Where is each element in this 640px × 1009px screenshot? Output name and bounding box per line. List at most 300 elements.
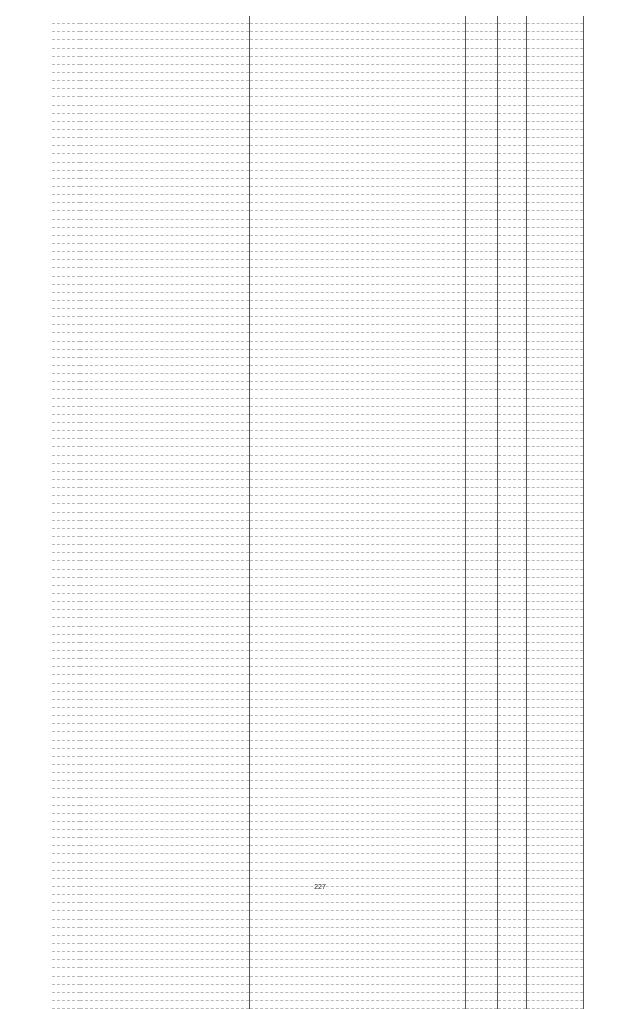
work-type-cell bbox=[250, 691, 466, 699]
table-row bbox=[52, 496, 584, 504]
year-built-cell bbox=[466, 382, 497, 390]
year-built-cell bbox=[466, 870, 497, 878]
planned-period-cell bbox=[526, 252, 583, 260]
page-number: 227 bbox=[314, 884, 326, 891]
work-type-cell bbox=[250, 870, 466, 878]
address-cell bbox=[80, 341, 249, 349]
last-overhaul-cell bbox=[497, 903, 526, 911]
last-overhaul-cell bbox=[497, 764, 526, 772]
year-built-cell bbox=[466, 488, 497, 496]
row-number-cell bbox=[52, 626, 80, 634]
table-row bbox=[52, 81, 584, 89]
planned-period-cell bbox=[526, 300, 583, 308]
work-type-cell bbox=[250, 634, 466, 642]
row-number-cell bbox=[52, 366, 80, 374]
address-cell bbox=[80, 634, 249, 642]
planned-period-cell bbox=[526, 178, 583, 186]
address-cell bbox=[80, 138, 249, 146]
work-type-cell bbox=[250, 72, 466, 80]
row-number-cell bbox=[52, 1001, 80, 1009]
planned-period-cell bbox=[526, 186, 583, 194]
planned-period-cell bbox=[526, 138, 583, 146]
row-number-cell bbox=[52, 683, 80, 691]
year-built-cell bbox=[466, 276, 497, 284]
table-row bbox=[52, 154, 584, 162]
planned-period-cell bbox=[526, 561, 583, 569]
work-type-cell bbox=[250, 935, 466, 943]
table-row bbox=[52, 675, 584, 683]
row-number-cell bbox=[52, 32, 80, 40]
work-type-cell bbox=[250, 732, 466, 740]
table-row bbox=[52, 333, 584, 341]
planned-period-cell bbox=[526, 390, 583, 398]
year-built-cell bbox=[466, 317, 497, 325]
last-overhaul-cell bbox=[497, 439, 526, 447]
year-built-cell bbox=[466, 16, 497, 24]
work-type-cell bbox=[250, 81, 466, 89]
table-row bbox=[52, 178, 584, 186]
year-built-cell bbox=[466, 284, 497, 292]
work-type-cell bbox=[250, 423, 466, 431]
table-row bbox=[52, 919, 584, 927]
work-type-cell bbox=[250, 390, 466, 398]
work-type-cell bbox=[250, 227, 466, 235]
row-number-cell bbox=[52, 488, 80, 496]
work-type-cell bbox=[250, 276, 466, 284]
work-type-cell bbox=[250, 740, 466, 748]
planned-period-cell bbox=[526, 398, 583, 406]
table-row bbox=[52, 374, 584, 382]
row-number-cell bbox=[52, 569, 80, 577]
row-number-cell bbox=[52, 537, 80, 545]
table-row bbox=[52, 211, 584, 219]
row-number-cell bbox=[52, 854, 80, 862]
table-row bbox=[52, 911, 584, 919]
year-built-cell bbox=[466, 903, 497, 911]
table-row bbox=[52, 569, 584, 577]
planned-period-cell bbox=[526, 105, 583, 113]
table-row bbox=[52, 553, 584, 561]
work-type-cell bbox=[250, 683, 466, 691]
work-type-cell bbox=[250, 455, 466, 463]
address-cell bbox=[80, 406, 249, 414]
last-overhaul-cell bbox=[497, 724, 526, 732]
address-cell bbox=[80, 235, 249, 243]
row-number-cell bbox=[52, 553, 80, 561]
table-row bbox=[52, 683, 584, 691]
work-type-cell bbox=[250, 830, 466, 838]
last-overhaul-cell bbox=[497, 89, 526, 97]
year-built-cell bbox=[466, 146, 497, 154]
table-row bbox=[52, 64, 584, 72]
planned-period-cell bbox=[526, 471, 583, 479]
year-built-cell bbox=[466, 512, 497, 520]
work-type-cell bbox=[250, 528, 466, 536]
table-row bbox=[52, 105, 584, 113]
work-type-cell bbox=[250, 773, 466, 781]
table-row bbox=[52, 699, 584, 707]
last-overhaul-cell bbox=[497, 48, 526, 56]
table-row bbox=[52, 504, 584, 512]
table-row bbox=[52, 170, 584, 178]
row-number-cell bbox=[52, 585, 80, 593]
planned-period-cell bbox=[526, 40, 583, 48]
planned-period-cell bbox=[526, 626, 583, 634]
last-overhaul-cell bbox=[497, 935, 526, 943]
work-type-cell bbox=[250, 40, 466, 48]
planned-period-cell bbox=[526, 610, 583, 618]
table-row bbox=[52, 691, 584, 699]
last-overhaul-cell bbox=[497, 317, 526, 325]
last-overhaul-cell bbox=[497, 357, 526, 365]
table-row bbox=[52, 618, 584, 626]
planned-period-cell bbox=[526, 650, 583, 658]
address-cell bbox=[80, 561, 249, 569]
planned-period-cell bbox=[526, 268, 583, 276]
work-type-cell bbox=[250, 113, 466, 121]
address-cell bbox=[80, 854, 249, 862]
row-number-cell bbox=[52, 927, 80, 935]
planned-period-cell bbox=[526, 520, 583, 528]
year-built-cell bbox=[466, 813, 497, 821]
last-overhaul-cell bbox=[497, 838, 526, 846]
address-cell bbox=[80, 162, 249, 170]
last-overhaul-cell bbox=[497, 406, 526, 414]
work-type-cell bbox=[250, 243, 466, 251]
last-overhaul-cell bbox=[497, 496, 526, 504]
table-row bbox=[52, 830, 584, 838]
year-built-cell bbox=[466, 72, 497, 80]
table-row bbox=[52, 146, 584, 154]
address-cell bbox=[80, 838, 249, 846]
planned-period-cell bbox=[526, 944, 583, 952]
row-number-cell bbox=[52, 496, 80, 504]
row-number-cell bbox=[52, 333, 80, 341]
planned-period-cell bbox=[526, 72, 583, 80]
address-cell bbox=[80, 195, 249, 203]
address-cell bbox=[80, 504, 249, 512]
last-overhaul-cell bbox=[497, 374, 526, 382]
year-built-cell bbox=[466, 235, 497, 243]
planned-period-cell bbox=[526, 284, 583, 292]
table-row bbox=[52, 195, 584, 203]
table-row bbox=[52, 813, 584, 821]
address-cell bbox=[80, 773, 249, 781]
planned-period-cell bbox=[526, 537, 583, 545]
row-number-cell bbox=[52, 56, 80, 64]
work-type-cell bbox=[250, 414, 466, 422]
work-type-cell bbox=[250, 862, 466, 870]
last-overhaul-cell bbox=[497, 732, 526, 740]
planned-period-cell bbox=[526, 24, 583, 32]
table-row bbox=[52, 292, 584, 300]
work-type-cell bbox=[250, 203, 466, 211]
row-number-cell bbox=[52, 618, 80, 626]
year-built-cell bbox=[466, 650, 497, 658]
last-overhaul-cell bbox=[497, 797, 526, 805]
row-number-cell bbox=[52, 447, 80, 455]
year-built-cell bbox=[466, 292, 497, 300]
planned-period-cell bbox=[526, 545, 583, 553]
address-cell bbox=[80, 805, 249, 813]
table-row bbox=[52, 341, 584, 349]
planned-period-cell bbox=[526, 870, 583, 878]
table-row bbox=[52, 317, 584, 325]
year-built-cell bbox=[466, 341, 497, 349]
address-cell bbox=[80, 830, 249, 838]
planned-period-cell bbox=[526, 927, 583, 935]
work-type-cell bbox=[250, 219, 466, 227]
table-row bbox=[52, 16, 584, 24]
planned-period-cell bbox=[526, 414, 583, 422]
last-overhaul-cell bbox=[497, 911, 526, 919]
table-row bbox=[52, 48, 584, 56]
last-overhaul-cell bbox=[497, 260, 526, 268]
work-type-cell bbox=[250, 480, 466, 488]
address-cell bbox=[80, 97, 249, 105]
address-cell bbox=[80, 927, 249, 935]
table-row bbox=[52, 716, 584, 724]
table-row bbox=[52, 203, 584, 211]
row-number-cell bbox=[52, 976, 80, 984]
address-cell bbox=[80, 186, 249, 194]
last-overhaul-cell bbox=[497, 805, 526, 813]
last-overhaul-cell bbox=[497, 520, 526, 528]
planned-period-cell bbox=[526, 203, 583, 211]
table-row bbox=[52, 740, 584, 748]
planned-period-cell bbox=[526, 146, 583, 154]
planned-period-cell bbox=[526, 154, 583, 162]
row-number-cell bbox=[52, 138, 80, 146]
planned-period-cell bbox=[526, 349, 583, 357]
planned-period-cell bbox=[526, 488, 583, 496]
planned-period-cell bbox=[526, 716, 583, 724]
work-type-cell bbox=[250, 537, 466, 545]
year-built-cell bbox=[466, 496, 497, 504]
row-number-cell bbox=[52, 545, 80, 553]
work-type-cell bbox=[250, 325, 466, 333]
planned-period-cell bbox=[526, 577, 583, 585]
row-number-cell bbox=[52, 935, 80, 943]
address-cell bbox=[80, 203, 249, 211]
address-cell bbox=[80, 357, 249, 365]
row-number-cell bbox=[52, 89, 80, 97]
address-cell bbox=[80, 349, 249, 357]
last-overhaul-cell bbox=[497, 382, 526, 390]
table-row bbox=[52, 756, 584, 764]
row-number-cell bbox=[52, 520, 80, 528]
work-type-cell bbox=[250, 919, 466, 927]
address-cell bbox=[80, 984, 249, 992]
last-overhaul-cell bbox=[497, 919, 526, 927]
address-cell bbox=[80, 252, 249, 260]
row-number-cell bbox=[52, 610, 80, 618]
last-overhaul-cell bbox=[497, 634, 526, 642]
table-row bbox=[52, 463, 584, 471]
table-row bbox=[52, 626, 584, 634]
planned-period-cell bbox=[526, 675, 583, 683]
address-cell bbox=[80, 935, 249, 943]
year-built-cell bbox=[466, 773, 497, 781]
address-cell bbox=[80, 667, 249, 675]
row-number-cell bbox=[52, 374, 80, 382]
row-number-cell bbox=[52, 317, 80, 325]
work-type-cell bbox=[250, 561, 466, 569]
row-number-cell bbox=[52, 846, 80, 854]
planned-period-cell bbox=[526, 740, 583, 748]
row-number-cell bbox=[52, 634, 80, 642]
last-overhaul-cell bbox=[497, 325, 526, 333]
last-overhaul-cell bbox=[497, 537, 526, 545]
row-number-cell bbox=[52, 227, 80, 235]
table-row bbox=[52, 667, 584, 675]
planned-period-cell bbox=[526, 659, 583, 667]
year-built-cell bbox=[466, 455, 497, 463]
planned-period-cell bbox=[526, 374, 583, 382]
table-row bbox=[52, 243, 584, 251]
table-row bbox=[52, 24, 584, 32]
planned-period-cell bbox=[526, 219, 583, 227]
row-number-cell bbox=[52, 602, 80, 610]
table-row bbox=[52, 455, 584, 463]
table-row bbox=[52, 235, 584, 243]
year-built-cell bbox=[466, 398, 497, 406]
year-built-cell bbox=[466, 260, 497, 268]
row-number-cell bbox=[52, 707, 80, 715]
table-row bbox=[52, 838, 584, 846]
table-row bbox=[52, 561, 584, 569]
row-number-cell bbox=[52, 504, 80, 512]
row-number-cell bbox=[52, 773, 80, 781]
year-built-cell bbox=[466, 927, 497, 935]
table-row bbox=[52, 773, 584, 781]
table-row bbox=[52, 895, 584, 903]
planned-period-cell bbox=[526, 789, 583, 797]
work-type-cell bbox=[250, 154, 466, 162]
work-type-cell bbox=[250, 349, 466, 357]
year-built-cell bbox=[466, 642, 497, 650]
work-type-cell bbox=[250, 48, 466, 56]
table-row bbox=[52, 97, 584, 105]
work-type-cell bbox=[250, 545, 466, 553]
row-number-cell bbox=[52, 805, 80, 813]
planned-period-cell bbox=[526, 919, 583, 927]
table-row bbox=[52, 903, 584, 911]
address-cell bbox=[80, 72, 249, 80]
planned-period-cell bbox=[526, 862, 583, 870]
last-overhaul-cell bbox=[497, 545, 526, 553]
address-cell bbox=[80, 748, 249, 756]
row-number-cell bbox=[52, 309, 80, 317]
work-type-cell bbox=[250, 186, 466, 194]
planned-period-cell bbox=[526, 260, 583, 268]
year-built-cell bbox=[466, 789, 497, 797]
table-row bbox=[52, 797, 584, 805]
table-row bbox=[52, 406, 584, 414]
table-row bbox=[52, 634, 584, 642]
work-type-cell bbox=[250, 838, 466, 846]
row-number-cell bbox=[52, 748, 80, 756]
address-cell bbox=[80, 976, 249, 984]
row-number-cell bbox=[52, 756, 80, 764]
last-overhaul-cell bbox=[497, 235, 526, 243]
work-type-cell bbox=[250, 650, 466, 658]
year-built-cell bbox=[466, 952, 497, 960]
planned-period-cell bbox=[526, 528, 583, 536]
year-built-cell bbox=[466, 634, 497, 642]
table-row bbox=[52, 520, 584, 528]
year-built-cell bbox=[466, 838, 497, 846]
year-built-cell bbox=[466, 740, 497, 748]
work-type-cell bbox=[250, 797, 466, 805]
year-built-cell bbox=[466, 944, 497, 952]
address-cell bbox=[80, 593, 249, 601]
work-type-cell bbox=[250, 846, 466, 854]
address-cell bbox=[80, 1001, 249, 1009]
planned-period-cell bbox=[526, 113, 583, 121]
last-overhaul-cell bbox=[497, 455, 526, 463]
address-cell bbox=[80, 24, 249, 32]
planned-period-cell bbox=[526, 227, 583, 235]
address-cell bbox=[80, 146, 249, 154]
last-overhaul-cell bbox=[497, 602, 526, 610]
planned-period-cell bbox=[526, 593, 583, 601]
year-built-cell bbox=[466, 406, 497, 414]
year-built-cell bbox=[466, 349, 497, 357]
row-number-cell bbox=[52, 235, 80, 243]
work-type-cell bbox=[250, 618, 466, 626]
last-overhaul-cell bbox=[497, 113, 526, 121]
row-number-cell bbox=[52, 24, 80, 32]
year-built-cell bbox=[466, 992, 497, 1000]
planned-period-cell bbox=[526, 992, 583, 1000]
row-number-cell bbox=[52, 455, 80, 463]
row-number-cell bbox=[52, 276, 80, 284]
last-overhaul-cell bbox=[497, 276, 526, 284]
planned-period-cell bbox=[526, 821, 583, 829]
last-overhaul-cell bbox=[497, 186, 526, 194]
last-overhaul-cell bbox=[497, 333, 526, 341]
address-cell bbox=[80, 211, 249, 219]
last-overhaul-cell bbox=[497, 178, 526, 186]
year-built-cell bbox=[466, 463, 497, 471]
planned-period-cell bbox=[526, 276, 583, 284]
last-overhaul-cell bbox=[497, 895, 526, 903]
address-cell bbox=[80, 683, 249, 691]
year-built-cell bbox=[466, 610, 497, 618]
last-overhaul-cell bbox=[497, 504, 526, 512]
work-type-cell bbox=[250, 968, 466, 976]
last-overhaul-cell bbox=[497, 72, 526, 80]
work-type-cell bbox=[250, 463, 466, 471]
row-number-cell bbox=[52, 357, 80, 365]
address-cell bbox=[80, 553, 249, 561]
planned-period-cell bbox=[526, 64, 583, 72]
address-cell bbox=[80, 292, 249, 300]
address-cell bbox=[80, 968, 249, 976]
row-number-cell bbox=[52, 398, 80, 406]
last-overhaul-cell bbox=[497, 610, 526, 618]
planned-period-cell bbox=[526, 235, 583, 243]
table-row bbox=[52, 789, 584, 797]
work-type-cell bbox=[250, 577, 466, 585]
planned-period-cell bbox=[526, 423, 583, 431]
work-type-cell bbox=[250, 406, 466, 414]
address-cell bbox=[80, 129, 249, 137]
address-cell bbox=[80, 650, 249, 658]
last-overhaul-cell bbox=[497, 944, 526, 952]
row-number-cell bbox=[52, 414, 80, 422]
